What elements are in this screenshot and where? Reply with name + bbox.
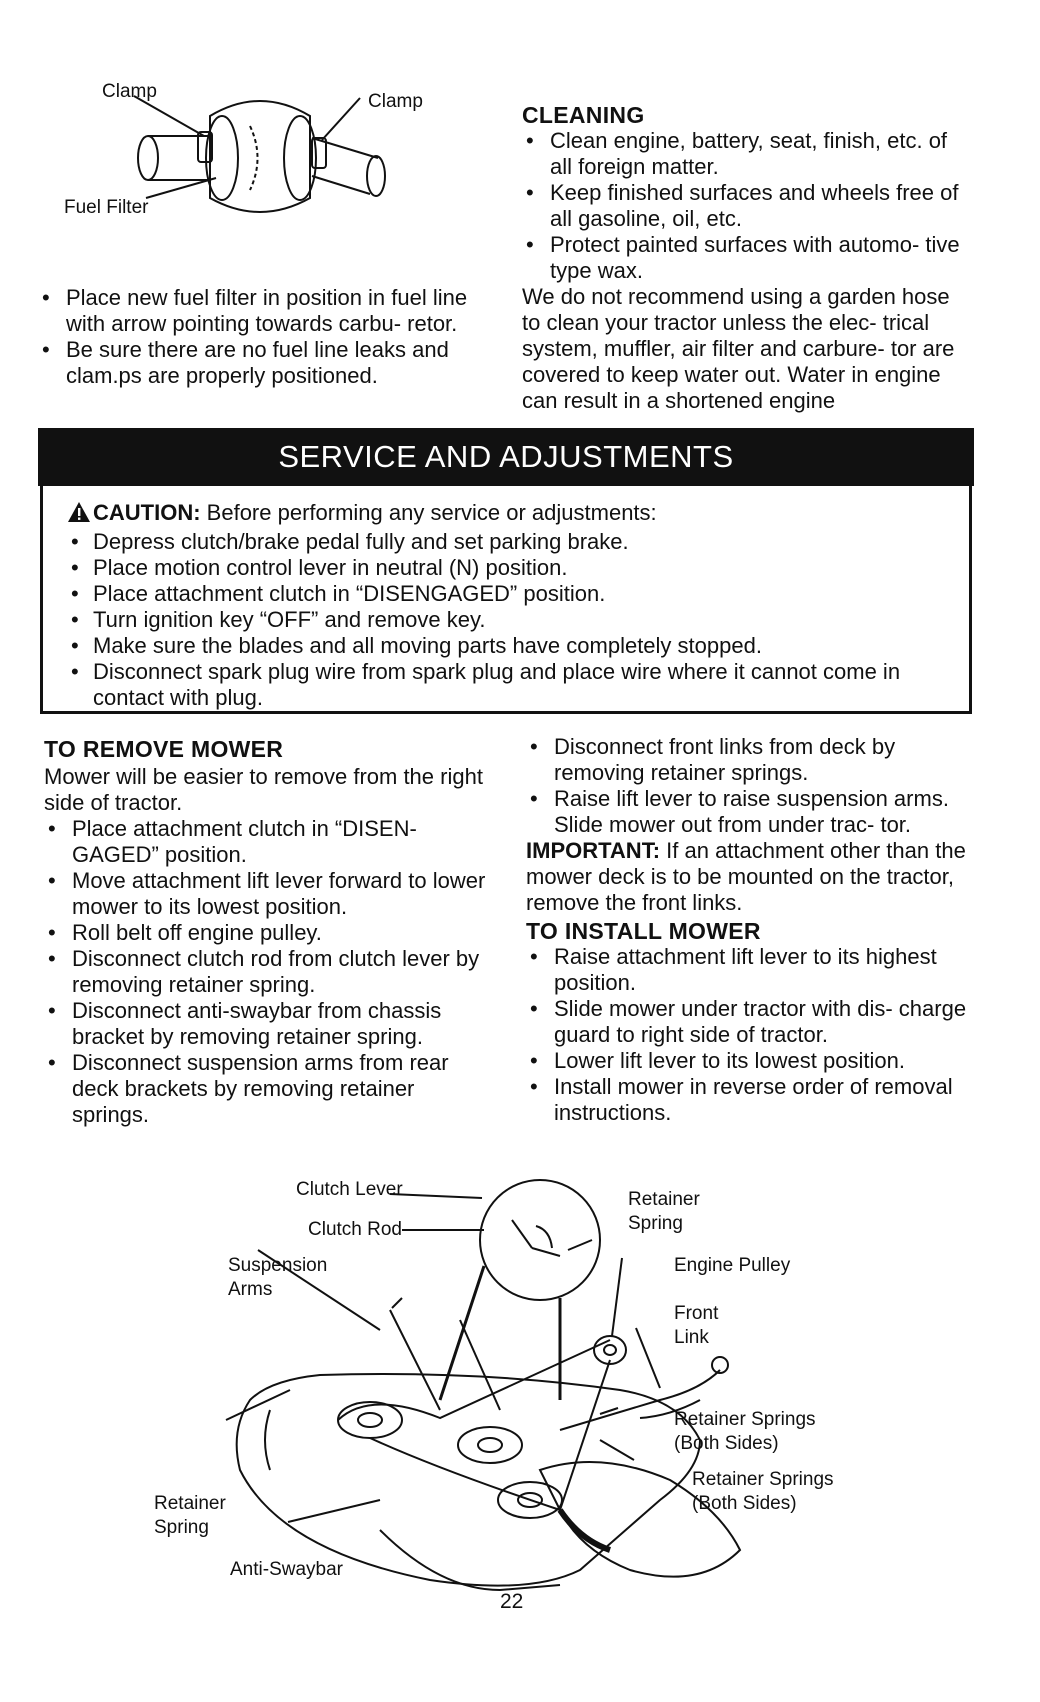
fuel-filter-figure bbox=[50, 76, 450, 246]
list-item: • Disconnect front links from deck by removing retainer springs. bbox=[526, 734, 976, 786]
list-item: • Slide mower under tractor with dis- charge guard to right side of tractor. bbox=[526, 996, 976, 1048]
remove-mower-section bbox=[44, 736, 494, 1128]
install-mower-heading: TO INSTALL MOWER bbox=[526, 918, 761, 944]
list-item: • Place attachment clutch in “DISEN- GAGED” position. bbox=[44, 816, 494, 868]
caution-header bbox=[67, 500, 959, 529]
anti-swaybar-label: Anti-Swaybar bbox=[230, 1559, 343, 1580]
list-item: • Clean engine, battery, seat, finish, etc. of all foreign matter. bbox=[522, 128, 972, 180]
list-item: • Depress clutch/brake pedal fully and set parking brake. bbox=[67, 529, 959, 555]
clutch-rod-label: Clutch Rod bbox=[308, 1219, 402, 1240]
mower-deck-illustration bbox=[140, 1170, 880, 1610]
mower-deck-figure bbox=[140, 1170, 880, 1610]
list-item: • Keep finished surfaces and wheels free of all gasoline, oil, etc. bbox=[522, 180, 972, 232]
list-item: • Move attachment lift lever forward to lower mower to its lowest position. bbox=[44, 868, 494, 920]
fuel-filter-steps bbox=[38, 285, 488, 389]
page-number: 22 bbox=[500, 1590, 524, 1613]
cleaning-paragraph: We do not recommend using a garden hose to clean your tractor unless the elec- trical system, muffler, air filter and carbure- tor are covered to keep water out. Water in engine can result in a shortened engine bbox=[522, 284, 955, 413]
section-banner: SERVICE AND ADJUSTMENTS bbox=[38, 428, 974, 486]
list-item: • Lower lift lever to its lowest position. bbox=[526, 1048, 976, 1074]
retainer-springs-label: Retainer Springs (Both Sides) bbox=[692, 1469, 834, 1514]
list-item: • Raise attachment lift lever to its highest position. bbox=[526, 944, 976, 996]
list-item: • Make sure the blades and all moving parts have completely stopped. bbox=[67, 633, 959, 659]
important-label: IMPORTANT: bbox=[526, 838, 661, 863]
list-item: • Roll belt off engine pulley. bbox=[44, 920, 494, 946]
list-item: • Disconnect suspension arms from rear deck brackets by removing retainer springs. bbox=[44, 1050, 494, 1128]
list-item: • Install mower in reverse order of removal instructions. bbox=[526, 1074, 976, 1126]
caution-box bbox=[40, 486, 972, 714]
retainer-springs-label: Retainer Springs (Both Sides) bbox=[674, 1409, 816, 1454]
remove-mower-intro: Mower will be easier to remove from the right side of tractor. bbox=[44, 764, 483, 815]
suspension-arms-label: Suspension Arms bbox=[228, 1255, 328, 1300]
remove-mower-heading: TO REMOVE MOWER bbox=[44, 736, 284, 762]
cleaning-heading: CLEANING bbox=[522, 102, 645, 128]
list-item: • Turn ignition key “OFF” and remove key. bbox=[67, 607, 959, 633]
fuel-filter-label: Fuel Filter bbox=[64, 197, 149, 218]
important-text: If an attachment other than the mower deck is to be mounted on the tractor, remove the front links. bbox=[526, 838, 966, 915]
retainer-spring-label: Retainer Spring bbox=[154, 1493, 226, 1538]
important-note bbox=[526, 838, 976, 916]
engine-pulley-label: Engine Pulley bbox=[674, 1255, 791, 1276]
caution-label: CAUTION: bbox=[93, 500, 201, 525]
list-item: • Raise lift lever to raise suspension arms. Slide mower out from under trac- tor. bbox=[526, 786, 976, 838]
warning-triangle-icon bbox=[67, 501, 93, 529]
list-item: • Place motion control lever in neutral (N) position. bbox=[67, 555, 959, 581]
list-item: • Disconnect spark plug wire from spark plug and place wire where it cannot come in contact with plug. bbox=[67, 659, 959, 711]
clamp-label: Clamp bbox=[368, 91, 423, 112]
list-item: • Be sure there are no fuel line leaks and clam.ps are properly positioned. bbox=[38, 337, 488, 389]
remove-mower-continued bbox=[526, 734, 976, 1126]
list-item: • Place attachment clutch in “DISENGAGED” position. bbox=[67, 581, 959, 607]
list-item: • Place new fuel filter in position in fuel line with arrow pointing towards carbu- retor. bbox=[38, 285, 488, 337]
retainer-spring-label: Retainer Spring bbox=[628, 1189, 700, 1234]
list-item: • Disconnect clutch rod from clutch lever by removing retainer spring. bbox=[44, 946, 494, 998]
caution-intro: Before performing any service or adjustments: bbox=[206, 500, 657, 525]
list-item: • Disconnect anti-swaybar from chassis bracket by removing retainer spring. bbox=[44, 998, 494, 1050]
clamp-label: Clamp bbox=[102, 81, 157, 102]
clutch-lever-label: Clutch Lever bbox=[296, 1179, 403, 1200]
front-link-label: Front Link bbox=[674, 1303, 719, 1348]
cleaning-section bbox=[522, 102, 972, 414]
list-item: • Protect painted surfaces with automo- tive type wax. bbox=[522, 232, 972, 284]
